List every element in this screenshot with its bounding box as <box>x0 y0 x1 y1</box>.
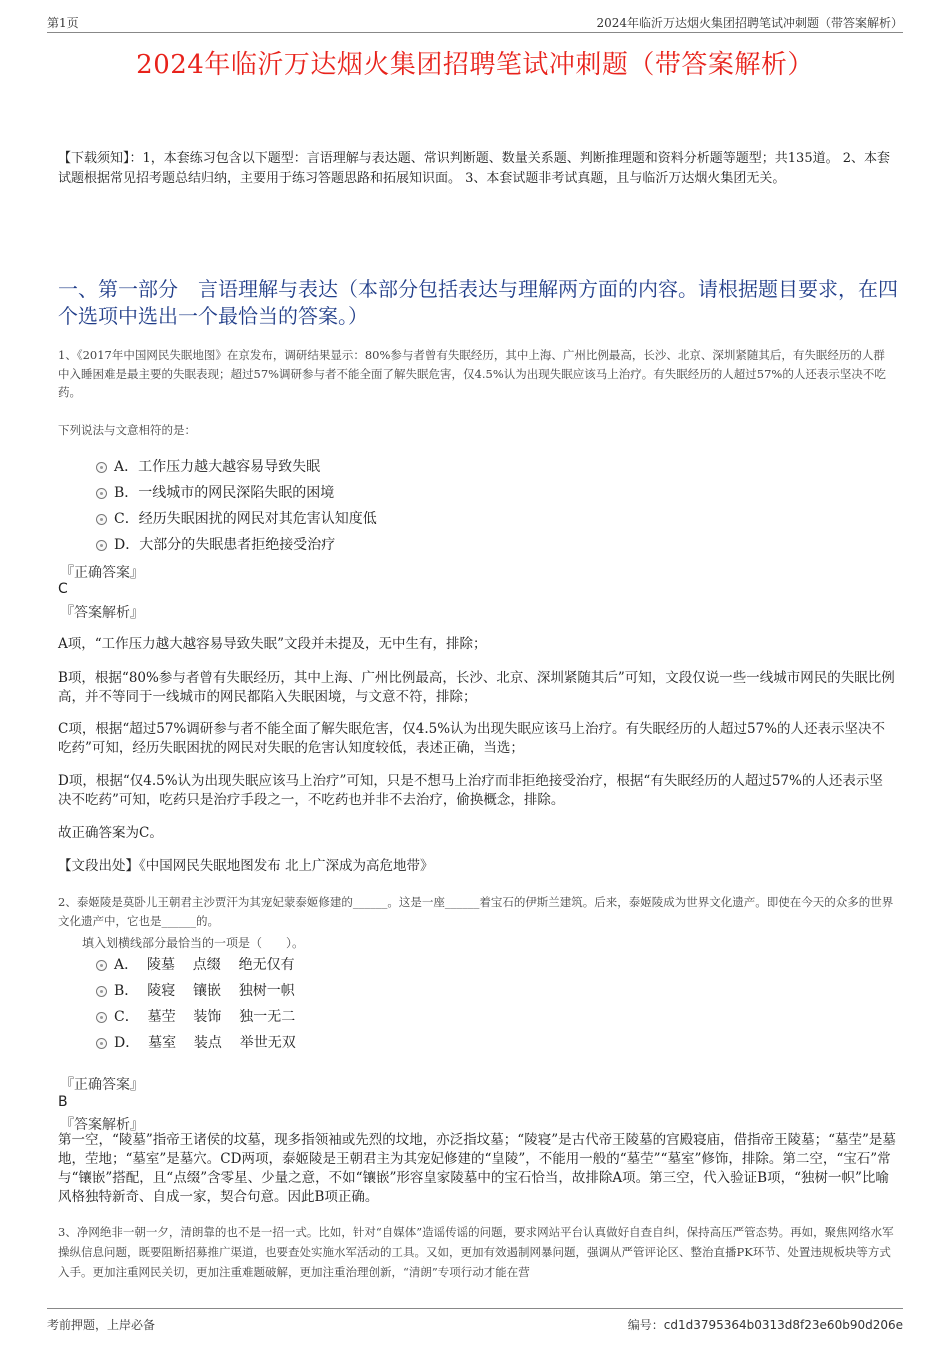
footer-slogan: 考前押题，上岸必备 <box>47 1318 156 1332</box>
section-heading: 一、第一部分 言语理解与表达（本部分包括表达与理解两方面的内容。请根据题目要求，在四个选项中选出一个最恰当的答案。） <box>58 277 898 328</box>
question-2-options <box>96 952 296 1056</box>
option-d[interactable]: D． 墓室 装点 举世无双 <box>96 1030 296 1056</box>
option-a[interactable]: A．工作压力越大越容易导致失眠 <box>96 454 377 480</box>
analysis-conclusion: 故正确答案为C。 <box>58 825 163 841</box>
page-footer <box>47 1308 903 1335</box>
radio-icon[interactable] <box>96 462 107 473</box>
option-b[interactable]: B．一线城市的网民深陷失眠的困境 <box>96 480 377 506</box>
radio-icon[interactable] <box>96 540 107 551</box>
document-code: 编号：cd1d3795364b0313d8f23e60b90d206e <box>627 1318 903 1332</box>
question-1-text: 1、《2017年中国网民失眠地图》在京发布，调研结果显示：80%参与者曾有失眠经历，其中上海、广州比例最高，长沙、北京、深圳紧随其后，有失眠经历的人群中入睡困难是最主要的失眠表现；超过57%调研参与者不能全面了解失眠危害，仅4.5%认为出现失眠应该马上治疗。有失眠经历的人超过57%的人还表示坚决不吃药。 <box>58 348 886 399</box>
document-title: 2024年临沂万达烟火集团招聘笔试冲刺题（带答案解析） <box>136 50 814 80</box>
radio-icon[interactable] <box>96 986 107 997</box>
option-b[interactable]: B． 陵寝 镶嵌 独树一帜 <box>96 978 296 1004</box>
header-doc-title: 2024年临沂万达烟火集团招聘笔试冲刺题（带答案解析） <box>596 16 903 30</box>
radio-icon[interactable] <box>96 488 107 499</box>
download-notice: 【下载须知】：1，本套练习包含以下题型：言语理解与表达题、常识判断题、数量关系题、判断推理题和资料分析题等题型；共135道。 2、本套试题根据常见招考题总结归纳，主要用于练习答题思路和拓展知识面。 3、本套试题非考试真题，且与临沂万达烟火集团无关。 <box>58 151 890 186</box>
option-d[interactable]: D．大部分的失眠患者拒绝接受治疗 <box>96 532 377 558</box>
analysis-label: 『答案解析』 <box>60 605 144 621</box>
page-number: 第1页 <box>47 16 79 30</box>
question-2-analysis: 第一空，“陵墓”指帝王诸侯的坟墓，现多指领袖或先烈的坟地，亦泛指坟墓；“陵寝”是古代帝王陵墓的宫殿寝庙，借指帝王陵墓；“墓茔”是墓地，茔地；“墓室”是墓穴。CD两项，泰姬陵是王朝君主为其宠妃修建的“皇陵”，不能用一般的“墓茔”“墓室”修饰，排除。第二空，“宝石”常与“镶嵌”搭配，且“点缀”含零星、少量之意，不如“镶嵌”形容皇家陵墓中的宝石恰当，故排除A项。第三空，代入验证B项，“独树一帜”比喻风格独特新奇、自成一家，契合句意。因此B项正确。 <box>58 1132 896 1205</box>
question-2-text: 2、泰姬陵是莫卧儿王朝君主沙贾汗为其宠妃蒙泰姬修建的______。这是一座______着宝石的伊斯兰建筑。后来，泰姬陵成为世界文化遗产。即使在今天的众多的世界文化遗产中，它也是______的。 <box>58 895 894 928</box>
question-2-prompt: 填入划横线部分最恰当的一项是（ ）。 <box>82 936 305 950</box>
analysis-label: 『答案解析』 <box>60 1117 144 1133</box>
answer-label: 『正确答案』 <box>60 565 144 581</box>
radio-icon[interactable] <box>96 514 107 525</box>
analysis-b: B项，根据“80%参与者曾有失眠经历，其中上海、广州比例最高，长沙、北京、深圳紧随其后”可知，文段仅说一些一线城市网民的失眠比例高，并不等同于一线城市的网民都陷入失眠困境，与文意不符，排除； <box>58 670 895 705</box>
question-3-text: 3、净网绝非一朝一夕，清朗靠的也不是一招一式。比如，针对“自媒体”造谣传谣的问题，要求网站平台认真做好自查自纠，保持高压严管态势。再如，聚焦网络水军操纵信息问题，既要阻断招募推广渠道，也要查处实施水军活动的工具。又如，更加有效遏制网暴问题，强调从严管评论区、整治直播PK环节、处置违规板块等方式入手。更加注重网民关切，更加注重难题破解，更加注重治理创新，“清朗”专项行动才能在营 <box>58 1225 894 1279</box>
answer-value: B <box>58 1094 68 1110</box>
radio-icon[interactable] <box>96 1038 107 1049</box>
analysis-c: C项，根据“超过57%调研参与者不能全面了解失眠危害，仅4.5%认为出现失眠应该马上治疗。有失眠经历的人超过57%的人还表示坚决不吃药”可知，经历失眠困扰的网民对失眠的危害认知度较低，表述正确，当选； <box>58 721 886 756</box>
option-c[interactable]: C．经历失眠困扰的网民对其危害认知度低 <box>96 506 377 532</box>
analysis-d: D项，根据“仅4.5%认为出现失眠应该马上治疗”可知，只是不想马上治疗而非拒绝接受治疗，根据“有失眠经历的人超过57%的人还表示坚决不吃药”可知，吃药只是治疗手段之一，不吃药也并非不去治疗，偷换概念，排除。 <box>58 773 883 808</box>
radio-icon[interactable] <box>96 960 107 971</box>
option-c[interactable]: C． 墓茔 装饰 独一无二 <box>96 1004 296 1030</box>
source-note: 【文段出处】《中国网民失眠地图发布 北上广深成为高危地带》 <box>58 858 434 874</box>
page-header <box>47 12 903 33</box>
answer-value: C <box>58 581 68 597</box>
option-a[interactable]: A． 陵墓 点缀 绝无仅有 <box>96 952 296 978</box>
radio-icon[interactable] <box>96 1012 107 1023</box>
analysis-a: A项，“工作压力越大越容易导致失眠”文段并未提及，无中生有，排除； <box>58 636 487 652</box>
question-1-options <box>96 454 377 558</box>
question-1-prompt: 下列说法与文意相符的是： <box>58 423 196 437</box>
answer-label: 『正确答案』 <box>60 1077 144 1093</box>
